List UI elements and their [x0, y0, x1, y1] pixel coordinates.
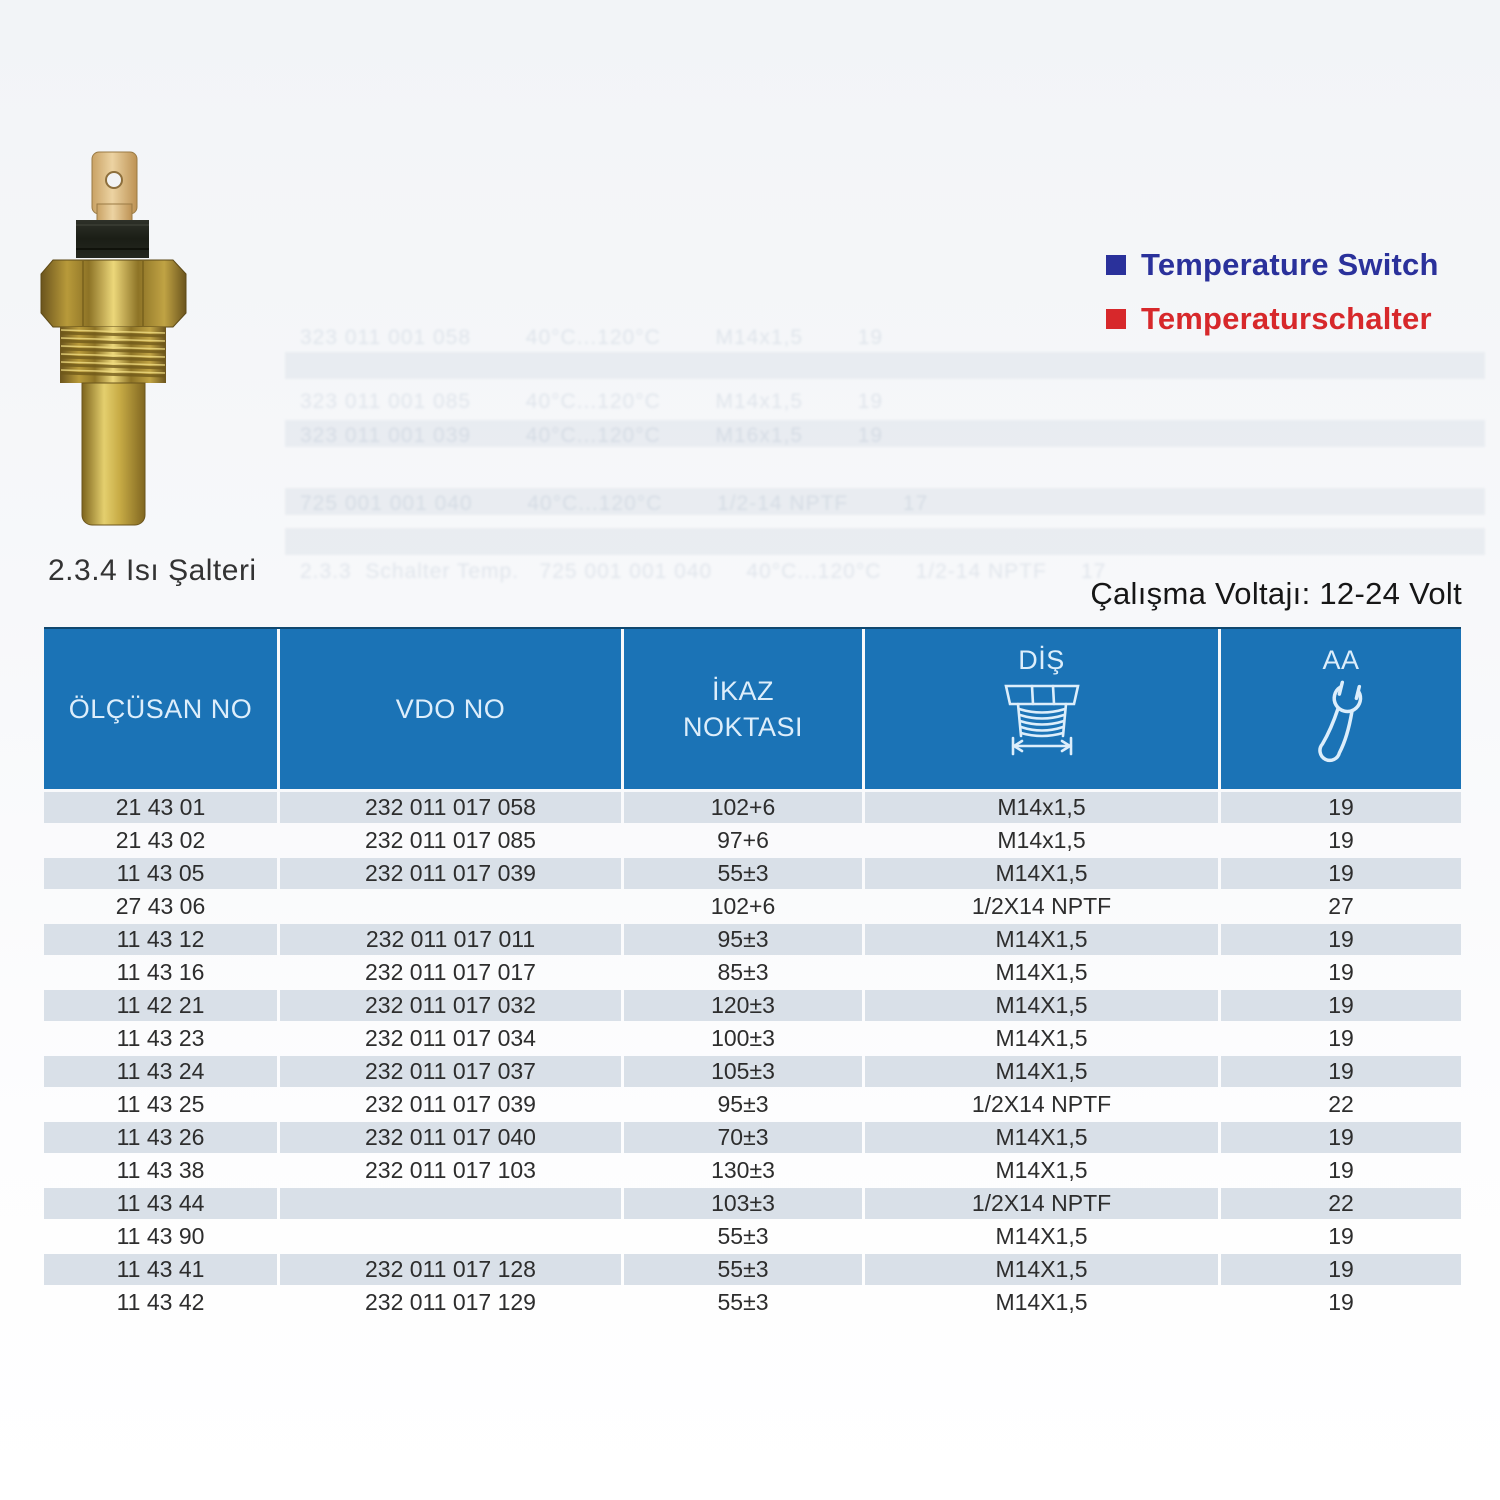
- header-label: DİŞ: [1018, 645, 1065, 675]
- cell-vdo-no: 232 011 017 034: [365, 1025, 536, 1051]
- cell-ikaz-noktasi: 85±3: [717, 959, 769, 985]
- cell-dis: M14X1,5: [865, 990, 1218, 1021]
- header-label: AA: [1322, 645, 1360, 675]
- cell-olcusan-no: 11 43 12: [44, 924, 277, 955]
- cell-vdo-no: 232 011 017 085: [365, 827, 536, 853]
- legend-label: Temperaturschalter: [1141, 301, 1432, 336]
- cell-dis: M14X1,5: [995, 1223, 1088, 1249]
- cell-ikaz-noktasi: 70±3: [624, 1122, 862, 1153]
- cell-aa: 19: [1328, 1289, 1354, 1315]
- cell-vdo-no: 232 011 017 058: [280, 792, 621, 823]
- cell-dis: M14X1,5: [995, 959, 1088, 985]
- cell-dis: M14x1,5: [865, 792, 1218, 823]
- cell-olcusan-no: 21 43 01: [44, 792, 277, 823]
- cell-olcusan-no: 11 43 90: [116, 1223, 205, 1249]
- table-header: [44, 627, 1461, 789]
- cell-olcusan-no: 21 43 02: [115, 827, 206, 853]
- cell-vdo-no: 232 011 017 039: [280, 858, 621, 889]
- cell-olcusan-no: 11 43 44: [44, 1188, 277, 1219]
- table-row: [44, 1188, 1461, 1219]
- cell-ikaz-noktasi: 100±3: [711, 1025, 775, 1051]
- table-row: [44, 1023, 1461, 1054]
- table-row: [44, 825, 1461, 856]
- cell-olcusan-no: 11 43 26: [44, 1122, 277, 1153]
- cell-dis: M14X1,5: [995, 1025, 1088, 1051]
- cell-dis: M14X1,5: [865, 858, 1218, 889]
- cell-vdo-no: 232 011 017 032: [280, 990, 621, 1021]
- thread-diameter-icon: [994, 680, 1090, 771]
- cell-aa: 22: [1221, 1188, 1461, 1219]
- header-label: VDO NO: [395, 693, 506, 724]
- cell-vdo-no: 232 011 017 040: [280, 1122, 621, 1153]
- cell-ikaz-noktasi: 130±3: [711, 1157, 775, 1183]
- cell-aa: 19: [1328, 1157, 1354, 1183]
- cell-vdo-no: 232 011 017 128: [280, 1254, 621, 1285]
- table-row: [44, 891, 1461, 922]
- cell-ikaz-noktasi: 55±3: [717, 1223, 769, 1249]
- legend: [1106, 248, 1439, 356]
- cell-vdo-no: 232 011 017 129: [365, 1289, 536, 1315]
- cell-olcusan-no: 11 42 21: [44, 990, 277, 1021]
- cell-vdo-no: 232 011 017 017: [365, 959, 536, 985]
- cell-ikaz-noktasi: 105±3: [624, 1056, 862, 1087]
- cell-dis: 1/2X14 NPTF: [971, 893, 1112, 919]
- bleedthrough-text: 725 001 001 040 40°C...120°C 1/2-14 NPTF 17: [300, 492, 929, 515]
- cell-aa: 27: [1328, 893, 1354, 919]
- cell-vdo-no: 232 011 017 103: [365, 1157, 536, 1183]
- table-row: [44, 1056, 1461, 1087]
- table-row: [44, 1254, 1461, 1285]
- cell-aa: 19: [1328, 959, 1354, 985]
- header-aa: [1221, 629, 1461, 789]
- bleedthrough-text: 323 011 001 039 40°C...120°C M16x1,5 19: [300, 424, 884, 447]
- cell-aa: 19: [1328, 1025, 1354, 1051]
- header-olcusan-no: [44, 629, 277, 789]
- bleedthrough-band: [285, 352, 1485, 379]
- cell-ikaz-noktasi: 55±3: [624, 1254, 862, 1285]
- table-row: [44, 858, 1461, 889]
- bleedthrough-band: [285, 528, 1485, 555]
- cell-dis: M14X1,5: [865, 1122, 1218, 1153]
- cell-aa: 22: [1328, 1091, 1354, 1117]
- table-row: [44, 1287, 1461, 1318]
- cell-aa: 19: [1328, 827, 1354, 853]
- cell-ikaz-noktasi: 95±3: [717, 1091, 769, 1117]
- table-row: [44, 1122, 1461, 1153]
- cell-vdo-no: [280, 1188, 621, 1219]
- cell-dis: M14X1,5: [995, 1157, 1088, 1183]
- header-vdo-no: [280, 629, 621, 789]
- temperature-sensor-photo: [35, 140, 195, 540]
- cell-dis: M14x1,5: [997, 827, 1086, 853]
- cell-dis: M14X1,5: [865, 1254, 1218, 1285]
- cell-ikaz-noktasi: 103±3: [624, 1188, 862, 1219]
- wrench-icon: [1306, 680, 1376, 779]
- legend-item-en: [1106, 248, 1439, 282]
- cell-aa: 19: [1221, 792, 1461, 823]
- cell-aa: 19: [1221, 990, 1461, 1021]
- legend-item-de: [1106, 302, 1439, 336]
- cell-dis: 1/2X14 NPTF: [865, 1188, 1218, 1219]
- cell-ikaz-noktasi: 120±3: [624, 990, 862, 1021]
- cell-ikaz-noktasi: 97+6: [717, 827, 769, 853]
- cell-olcusan-no: 11 43 16: [116, 959, 205, 985]
- cell-aa: 19: [1221, 924, 1461, 955]
- cell-dis: M14X1,5: [865, 1056, 1218, 1087]
- cell-aa: 19: [1328, 1223, 1354, 1249]
- cell-olcusan-no: 11 43 42: [116, 1289, 205, 1315]
- table-row: [44, 957, 1461, 988]
- cell-dis: M14X1,5: [865, 924, 1218, 955]
- cell-aa: 19: [1221, 1122, 1461, 1153]
- cell-aa: 19: [1221, 858, 1461, 889]
- section-title: 2.3.4 Isı Şalteri: [48, 554, 257, 587]
- cell-olcusan-no: 11 43 25: [116, 1091, 205, 1117]
- table-row: [44, 792, 1461, 823]
- header-label: ÖLÇÜSAN NO: [68, 693, 253, 724]
- cell-ikaz-noktasi: 55±3: [624, 858, 862, 889]
- bleedthrough-text: 2.3.3 Schalter Temp. 725 001 001 040 40°C...120°C 1/2-14 NPTF 17: [300, 560, 1107, 583]
- cell-ikaz-noktasi: 95±3: [624, 924, 862, 955]
- header-label: İKAZ NOKTASI: [682, 675, 804, 742]
- cell-olcusan-no: 11 43 24: [44, 1056, 277, 1087]
- header-dis: [865, 629, 1218, 789]
- cell-dis: M14X1,5: [995, 1289, 1088, 1315]
- table-row: [44, 1089, 1461, 1120]
- cell-vdo-no: 232 011 017 037: [280, 1056, 621, 1087]
- cell-ikaz-noktasi: 102+6: [710, 893, 776, 919]
- bleedthrough-text: 323 011 001 085 40°C...120°C M14x1,5 19: [300, 390, 884, 413]
- voltage-note: Çalışma Voltajı: 12-24 Volt: [1090, 576, 1462, 611]
- cell-dis: 1/2X14 NPTF: [971, 1091, 1112, 1117]
- red-square-bullet-icon: [1106, 309, 1126, 329]
- cell-ikaz-noktasi: 55±3: [717, 1289, 769, 1315]
- table-row: [44, 924, 1461, 955]
- cell-vdo-no: 232 011 017 039: [365, 1091, 536, 1117]
- parts-table: [44, 627, 1461, 1320]
- cell-olcusan-no: 27 43 06: [115, 893, 206, 919]
- cell-olcusan-no: 11 43 05: [44, 858, 277, 889]
- cell-vdo-no: [280, 1221, 621, 1252]
- cell-olcusan-no: 11 43 23: [116, 1025, 205, 1051]
- bleedthrough-text: 323 011 001 058 40°C...120°C M14x1,5 19: [300, 326, 884, 349]
- legend-label: Temperature Switch: [1141, 247, 1439, 282]
- table-row: [44, 1155, 1461, 1186]
- cell-aa: 19: [1221, 1254, 1461, 1285]
- blue-square-bullet-icon: [1106, 255, 1126, 275]
- cell-olcusan-no: 11 43 41: [44, 1254, 277, 1285]
- cell-olcusan-no: 11 43 38: [116, 1157, 205, 1183]
- cell-aa: 19: [1221, 1056, 1461, 1087]
- table-row: [44, 1221, 1461, 1252]
- table-body: [44, 792, 1461, 1318]
- cell-vdo-no: [280, 891, 621, 922]
- table-row: [44, 990, 1461, 1021]
- cell-ikaz-noktasi: 102+6: [624, 792, 862, 823]
- cell-vdo-no: 232 011 017 011: [280, 924, 621, 955]
- header-ikaz-noktasi: [624, 629, 862, 789]
